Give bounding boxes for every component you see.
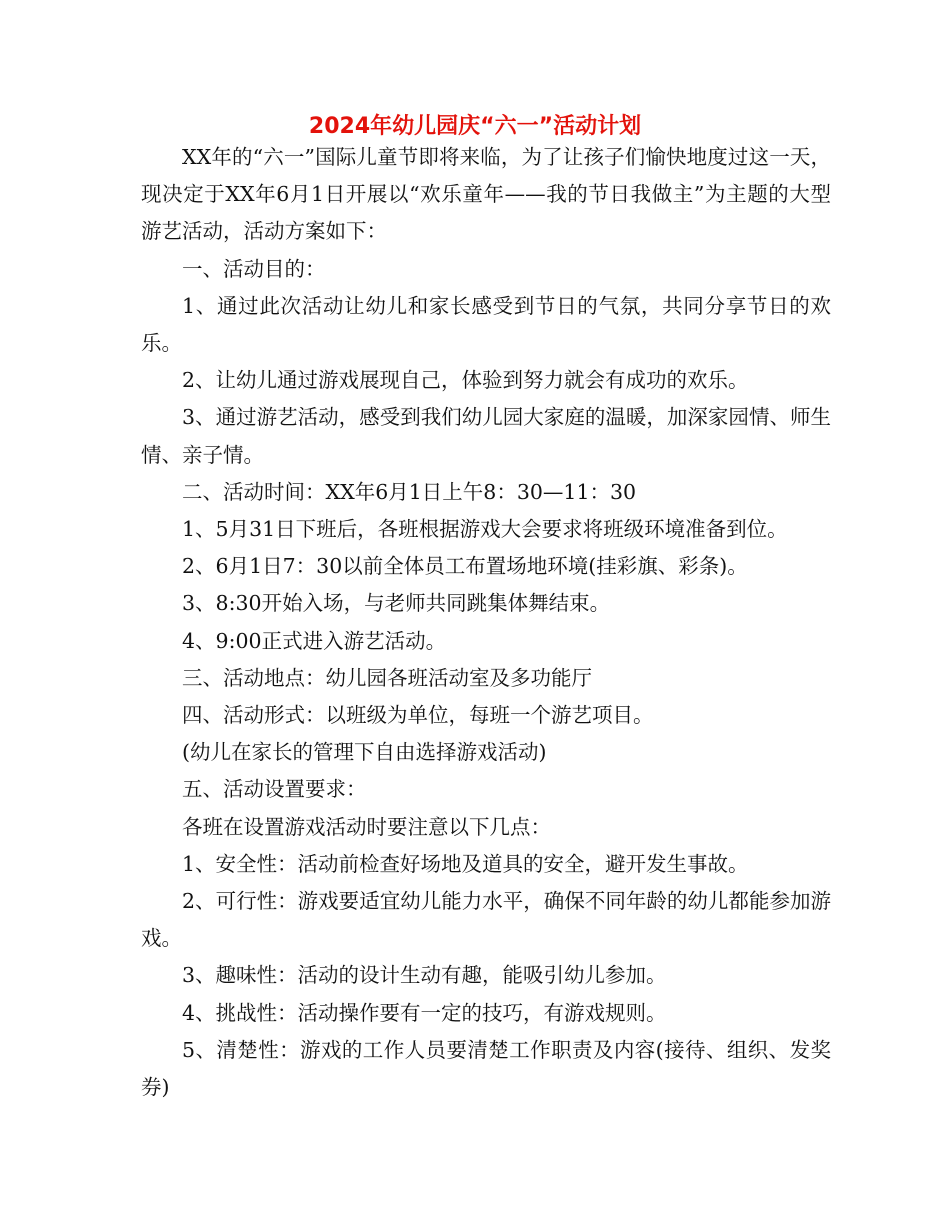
purpose-item-2: 2、让幼儿通过游戏展现自己，体验到努力就会有成功的欢乐。 [182, 368, 749, 393]
purpose-item-3: 3、通过游艺活动，感受到我们幼儿园大家庭的温暖，加深家园情、师生情、亲子情。 [141, 405, 831, 467]
section-heading-time: 二、活动时间：XX年6月1日上午8：30—11：30 [182, 479, 637, 504]
section-heading-purpose: 一、活动目的： [182, 256, 326, 281]
time-item-3: 3、8:30开始入场，与老师共同跳集体舞结束。 [182, 591, 611, 616]
requirement-item-3: 3、趣味性：活动的设计生动有趣，能吸引幼儿参加。 [182, 963, 667, 988]
intro-paragraph: XX年的“六一”国际儿童节即将来临，为了让孩子们愉快地度过这一天，现决定于XX年6月1日开展以“欢乐童年——我的节日我做主”为主题的大型游艺活动，活动方案如下： [141, 145, 831, 244]
requirement-item-4: 4、挑战性：活动操作要有一定的技巧，有游戏规则。 [182, 1000, 667, 1025]
format-note: (幼儿在家长的管理下自由选择游戏活动) [182, 740, 547, 765]
purpose-item-1: 1、通过此次活动让幼儿和家长感受到节日的气氛，共同分享节日的欢乐。 [141, 293, 831, 356]
requirement-item-2: 2、可行性：游戏要适宜幼儿能力水平，确保不同年龄的幼儿都能参加游戏。 [141, 889, 831, 951]
document-body [141, 139, 831, 1106]
section-heading-location: 三、活动地点：幼儿园各班活动室及多功能厅 [182, 665, 592, 690]
time-item-4: 4、9:00正式进入游艺活动。 [182, 628, 447, 653]
section-heading-format: 四、活动形式：以班级为单位，每班一个游艺项目。 [182, 703, 654, 728]
time-item-2: 2、6月1日7：30以前全体员工布置场地环境(挂彩旗、彩条)。 [182, 554, 748, 579]
document-title: 2024年幼儿园庆“六一”活动计划 [308, 114, 642, 139]
requirement-item-1: 1、安全性：活动前检查好场地及道具的安全，避开发生事故。 [182, 851, 749, 876]
requirement-item-5: 5、清楚性：游戏的工作人员要清楚工作职责及内容(接待、组织、发奖券) [141, 1037, 831, 1100]
time-item-1: 1、5月31日下班后，各班根据游戏大会要求将班级环境准备到位。 [182, 517, 788, 542]
section-heading-requirements: 五、活动设置要求： [182, 777, 367, 802]
requirements-intro: 各班在设置游戏活动时要注意以下几点： [182, 814, 551, 839]
